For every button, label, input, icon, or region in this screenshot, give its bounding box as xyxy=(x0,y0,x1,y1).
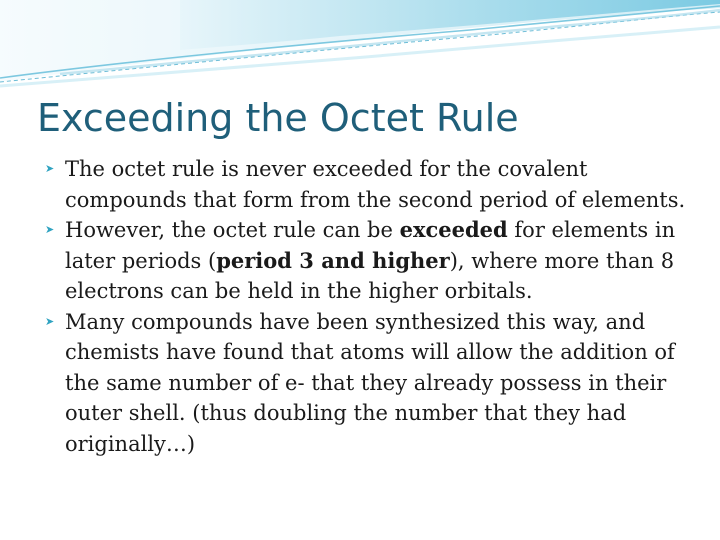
arrow-bullet-icon: ➤ xyxy=(45,314,55,328)
bullet-bold-text: exceeded xyxy=(399,217,508,242)
decorative-wave-header xyxy=(0,0,720,90)
slide-title: Exceeding the Octet Rule xyxy=(37,96,519,140)
bullet-bold-text: period 3 and higher xyxy=(216,247,450,273)
arrow-bullet-icon: ➤ xyxy=(45,223,55,236)
bullet-list xyxy=(44,154,690,459)
bullet-text-part: However, the octet rule can be xyxy=(65,218,400,242)
arrow-bullet-icon: ➤ xyxy=(45,162,55,175)
bullet-item-3 xyxy=(44,307,690,460)
bullet-text-part: ), where more than 8 electrons can be held in the higher orbitals. xyxy=(65,248,675,303)
bullet-text-part: for elements in later periods ( xyxy=(65,218,676,273)
bullet-item-2 xyxy=(44,215,690,307)
bullet-text: The octet rule is never exceeded for the covalent compounds that form from the second period of elements. xyxy=(65,157,686,212)
bullet-text: Many compounds have been synthesized this way, and chemists have found that atoms will allow the addition of the same number of e- that they already possess in their outer shell. (thus doubling the number that they had originally…) xyxy=(65,309,675,456)
bullet-item-1 xyxy=(44,154,690,215)
